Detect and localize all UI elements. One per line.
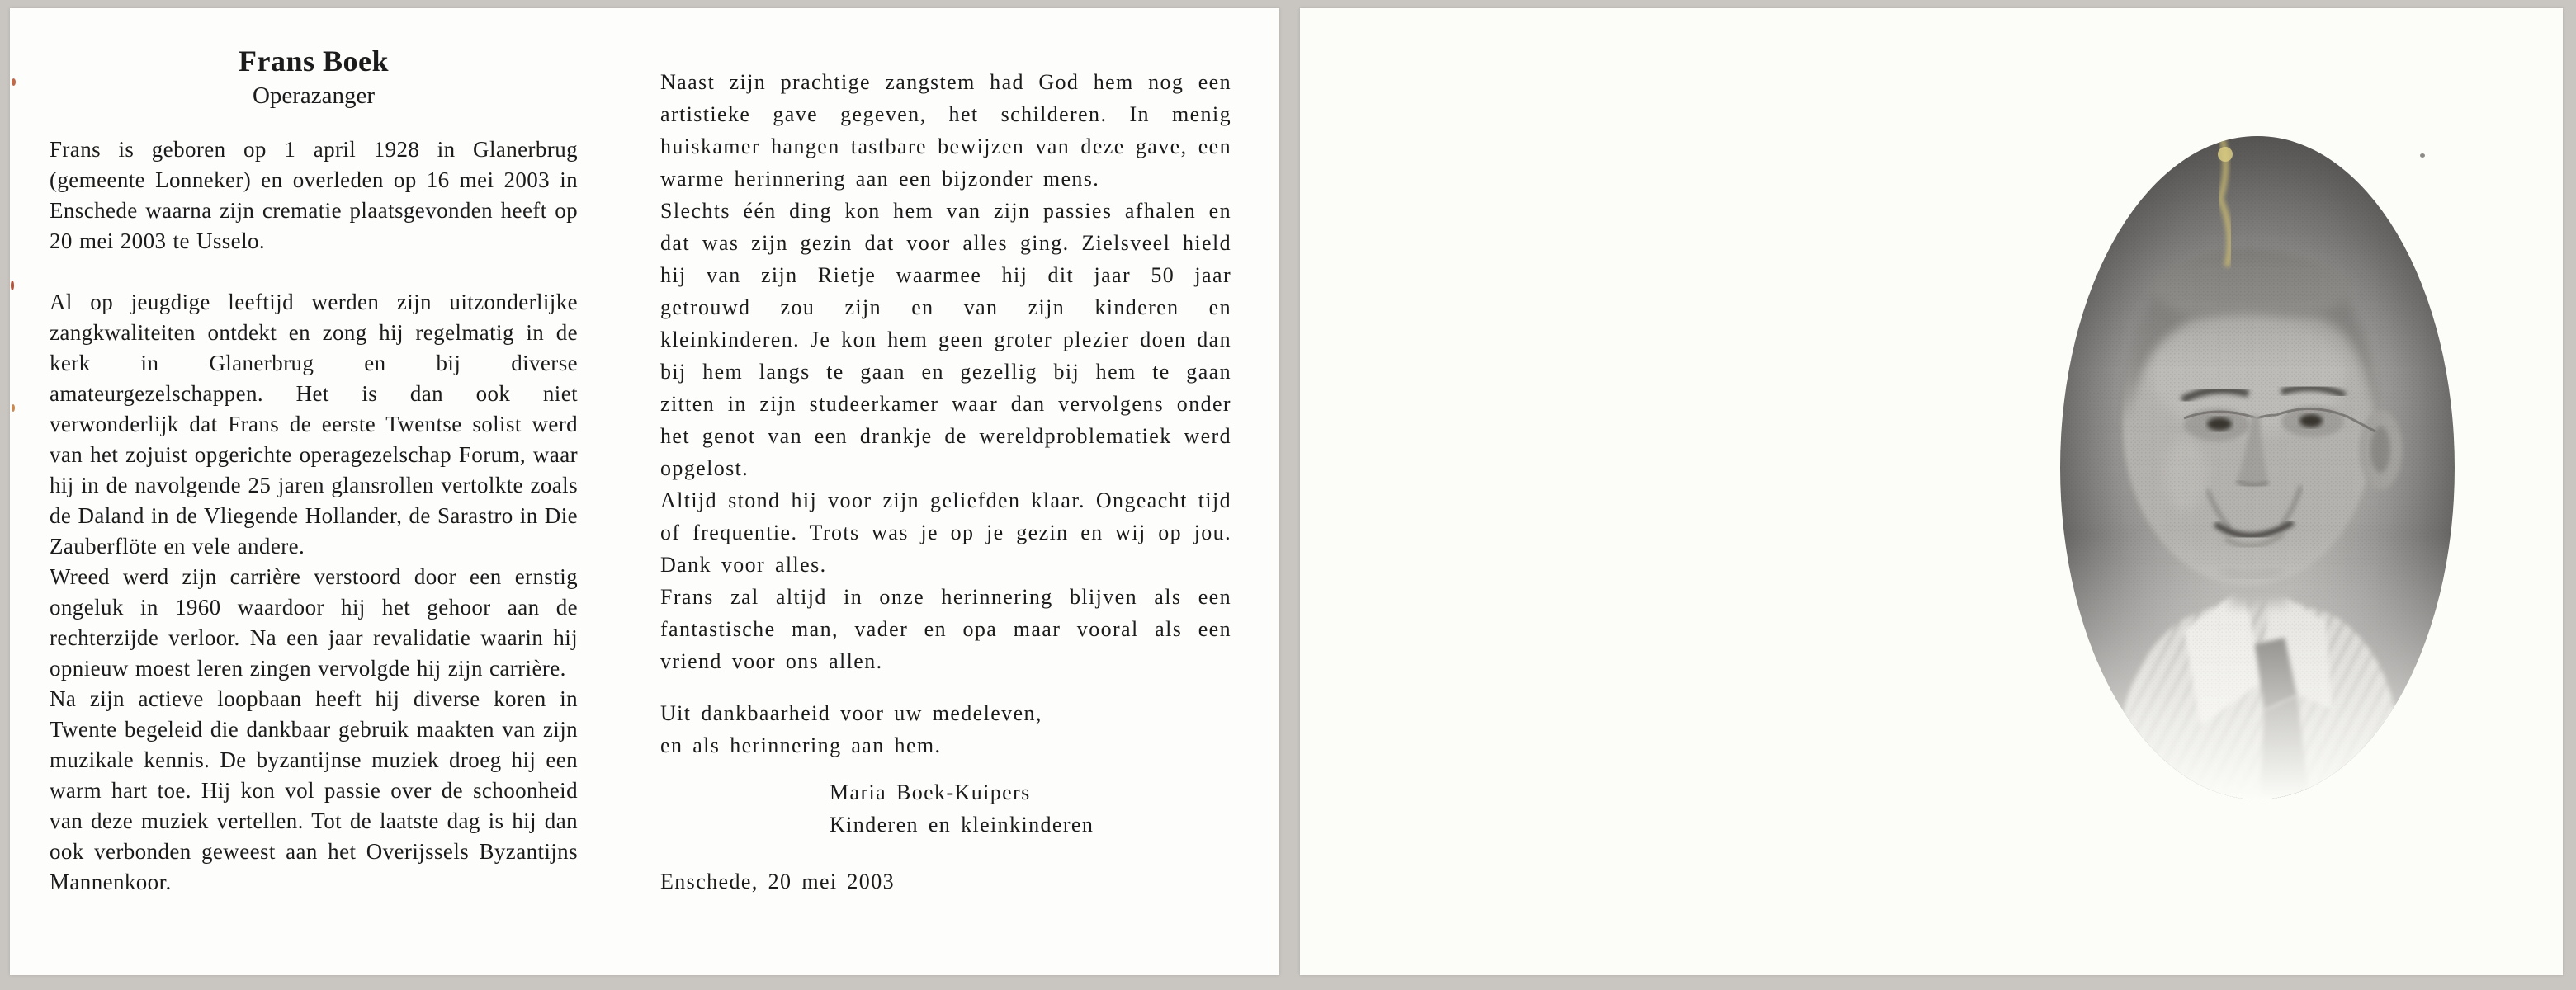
closing-lines (660, 697, 1231, 761)
paragraph-choirs: Na zijn actieve loopbaan heeft hij diverse koren in Twente begeleid die dankbaar gebruik maakten van zijn muzikale kennis. De byzantijnse muziek droeg hij een warm hart toe. Hij kon vol passie over de schoonheid van deze muziek vertellen. Tot de laatste dag is hij dan ook verbonden geweest aan het Overijssels Byzantijns Mannenkoor. (50, 686, 578, 894)
paragraph-singing-career: Al op jeugdige leeftijd werden zijn uitzonderlijke zangkwaliteiten ontdekt en zong hij regelmatig in de kerk in Glanerbrug en bij diverse amateurgezelschappen. Het is dan ook niet verwonderlijk dat Frans de eerste Twentse solist werd van het zojuist opgerichte operagezelschap Forum, waar hij in de navolgende 25 jaren glansrollen vertolkte zoals de Daland in de Vliegende Hollander, de Sarastro in Die Zauberflöte en vele andere. (50, 290, 578, 559)
closing-line: Uit dankbaarheid voor uw medeleven, (660, 701, 1042, 725)
closing-line: en als herinnering aan hem. (660, 733, 942, 757)
paragraph-devotion: Altijd stond hij voor zijn geliefden klaar. Ongeacht tijd of frequentie. Trots was je op je gezin en wij op jou. Dank voor alles. (660, 488, 1231, 577)
text-column-1 (50, 44, 578, 898)
memorial-card-photo-page (1300, 8, 2563, 975)
text-column-2 (660, 66, 1231, 898)
page-title: Frans Boek (238, 45, 389, 78)
dateline: Enschede, 20 mei 2003 (660, 870, 896, 893)
portrait-photo (2060, 136, 2455, 800)
paragraph-remembrance: Frans zal altijd in onze herinnering blijven als een fantastische man, vader en opa maar vooral als een vriend voor ons allen. (660, 585, 1231, 673)
signature-name: Maria Boek-Kuipers (830, 780, 1031, 804)
paragraph-family: Slechts één ding kon hem van zijn passies afhalen en dat was zijn gezin dat voor alles ging. Zielsveel hield hij van zijn Rietje waarmee hij dit jaar 50 jaar getrouwd zou zijn en van zijn kinderen en kleinkinderen. Je kon hem geen groter plezier doen dan bij hem langs te gaan en gezellig bij hem te gaan zitten in zijn studeerkamer waar dan vervolgens onder het genot van een drankje de wereldproblematiek werd opgelost. (660, 199, 1231, 480)
subtitle: Operazanger (252, 82, 376, 109)
paragraph-accident: Wreed werd zijn carrière verstoord door een ernstig ongeluk in 1960 waardoor hij het gehoor aan de rechterzijde verloor. Na een jaar revalidatie waarin hij opnieuw moest leren zingen vervolgde hij zijn carrière. (50, 564, 578, 681)
paragraph-painting: Naast zijn prachtige zangstem had God hem nog een artistieke gave gegeven, het schilderen. In menig huiskamer hangen tastbare bewijzen van deze gave, een warme herinnering aan een bijzonder mens. (660, 70, 1231, 191)
scan-speck (12, 78, 16, 86)
signature-block (660, 776, 1231, 841)
scan-speck (11, 280, 14, 290)
paragraph-birth-death: Frans is geboren op 1 april 1928 in Glanerbrug (gemeente Lonneker) en overleden op 16 mei 2003 in Enschede waarna zijn crematie plaatsgevonden heeft op 20 mei 2003 te Usselo. (50, 137, 578, 253)
signature-family: Kinderen en kleinkinderen (830, 813, 1094, 837)
scan-speck (12, 404, 15, 412)
memorial-card-text-page (10, 8, 1279, 975)
